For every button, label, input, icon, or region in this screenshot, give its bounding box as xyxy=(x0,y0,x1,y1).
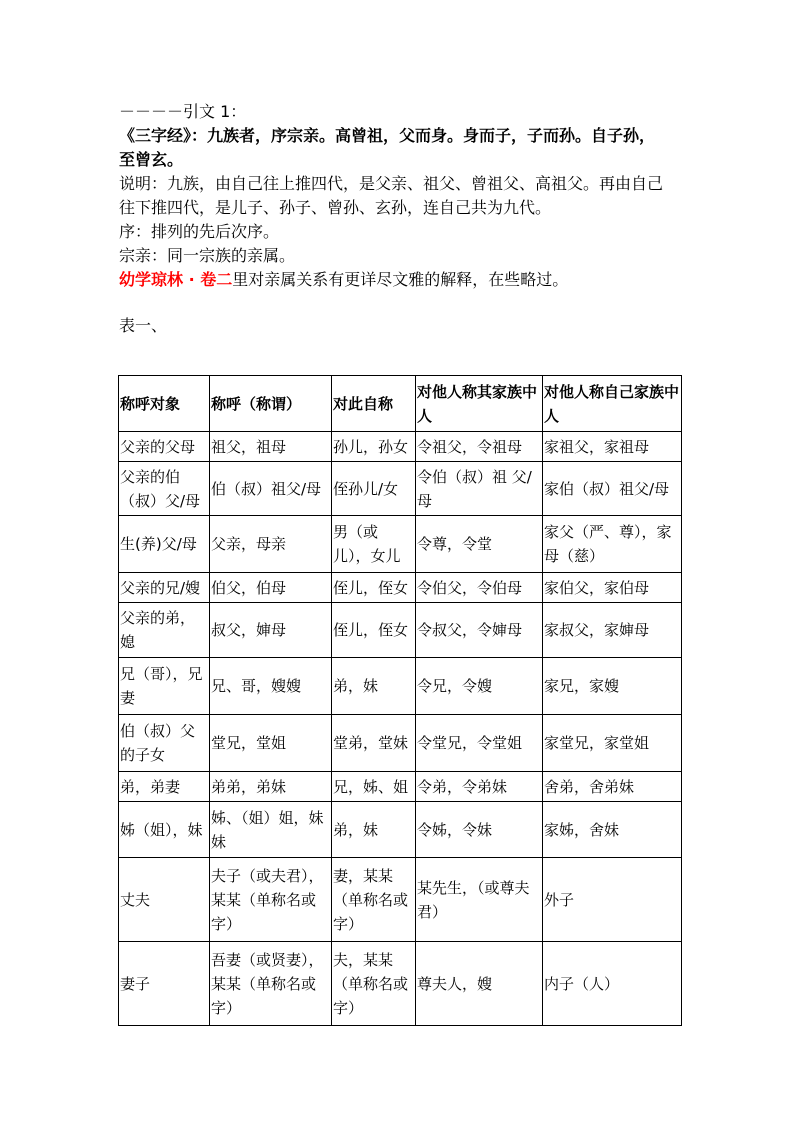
table-cell: 妻，某某（单称名或字） xyxy=(332,858,416,942)
header-cell: 对他人称自己家族中人 xyxy=(543,376,682,432)
table-cell: 叔父，婶母 xyxy=(210,603,332,658)
table-cell: 令堂兄，令堂姐 xyxy=(416,715,543,772)
table-row xyxy=(119,462,682,516)
table-cell: 父亲的弟，媳 xyxy=(119,603,210,658)
table-row xyxy=(119,603,682,658)
citation-heading: －－－－引文 1： xyxy=(119,102,247,121)
table-cell: 侄儿，侄女 xyxy=(332,573,416,603)
explanation-line-1: 说明：九族，由自己往上推四代，是父亲、祖父、曾祖父、高祖父。再由自己 xyxy=(119,174,664,193)
header-cell: 对他人称其家族中人 xyxy=(416,376,543,432)
reference-text: 里对亲属关系有更详尽文雅的解释，在些略过。 xyxy=(232,270,569,289)
quote-line-2: 至曾玄。 xyxy=(119,150,184,169)
table-cell: 伯（叔）父的子女 xyxy=(119,715,210,772)
table-header-row xyxy=(119,376,682,432)
table-cell: 吾妻（或贤妻），某某（单称名或字） xyxy=(210,942,332,1026)
table-caption: 表一、 xyxy=(119,316,168,335)
header-cell: 称呼对象 xyxy=(119,376,210,432)
table-cell: 弟弟，弟妹 xyxy=(210,772,332,802)
table-cell: 侄儿，侄女 xyxy=(332,603,416,658)
table-cell: 舍弟，舍弟妹 xyxy=(543,772,682,802)
table-cell: 家堂兄，家堂姐 xyxy=(543,715,682,772)
table-cell: 尊夫人，嫂 xyxy=(416,942,543,1026)
document-body xyxy=(119,100,689,338)
table-cell: 令尊，令堂 xyxy=(416,516,543,573)
table-cell: 弟，弟妻 xyxy=(119,772,210,802)
table-cell: 内子（人） xyxy=(543,942,682,1026)
table-cell: 令叔父，令婶母 xyxy=(416,603,543,658)
table-cell: 弟，妹 xyxy=(332,658,416,715)
table-cell: 生(养)父/母 xyxy=(119,516,210,573)
table-cell: 侄孙儿/女 xyxy=(332,462,416,516)
quote-line-1: 《三字经》：九族者，序宗亲。高曾祖，父而身。身而子，子而孙。自子孙， xyxy=(119,126,656,145)
reference-book-title: 幼学琼林 · 卷二 xyxy=(119,270,233,289)
table-cell: 祖父，祖母 xyxy=(210,432,332,462)
table-cell: 父亲的兄/嫂 xyxy=(119,573,210,603)
table-cell: 令祖父，令祖母 xyxy=(416,432,543,462)
table-cell: 兄、哥，嫂嫂 xyxy=(210,658,332,715)
table-cell: 家叔父，家婶母 xyxy=(543,603,682,658)
table-cell: 家父（严、尊），家母（慈） xyxy=(543,516,682,573)
table-cell: 家伯父，家伯母 xyxy=(543,573,682,603)
table-cell: 父亲的伯（叔）父/母 xyxy=(119,462,210,516)
table-cell: 夫，某某（单称名或字） xyxy=(332,942,416,1026)
table-row xyxy=(119,658,682,715)
table-cell: 伯（叔）祖父/母 xyxy=(210,462,332,516)
table-cell: 姊、（姐）姐，妹妹 xyxy=(210,802,332,858)
table-cell: 夫子（或夫君），某某（单称名或字） xyxy=(210,858,332,942)
table-cell: 弟，妹 xyxy=(332,802,416,858)
table-cell: 堂兄，堂姐 xyxy=(210,715,332,772)
table-cell: 家伯（叔）祖父/母 xyxy=(543,462,682,516)
kinship-table xyxy=(118,375,682,1026)
order-definition: 序：排列的先后次序。 xyxy=(119,222,280,241)
table-cell: 令兄，令嫂 xyxy=(416,658,543,715)
table-cell: 令伯父，令伯母 xyxy=(416,573,543,603)
header-cell: 称呼（称谓） xyxy=(210,376,332,432)
table-row xyxy=(119,942,682,1026)
table-cell: 某先生，（或尊夫君） xyxy=(416,858,543,942)
table-cell: 妻子 xyxy=(119,942,210,1026)
table-cell: 令伯（叔）祖 父/母 xyxy=(416,462,543,516)
table-cell: 兄，姊、姐 xyxy=(332,772,416,802)
table-cell: 令姊，令妹 xyxy=(416,802,543,858)
header-cell: 对此自称 xyxy=(332,376,416,432)
table-cell: 伯父，伯母 xyxy=(210,573,332,603)
table-row xyxy=(119,858,682,942)
table-cell: 孙儿，孙女 xyxy=(332,432,416,462)
table-cell: 令弟，令弟妹 xyxy=(416,772,543,802)
table-cell: 姊（姐），妹 xyxy=(119,802,210,858)
reference-line xyxy=(119,268,689,292)
table-row xyxy=(119,715,682,772)
explanation-line-2: 往下推四代，是儿子、孙子、曾孙、玄孙，连自己共为九代。 xyxy=(119,198,552,217)
table-row xyxy=(119,573,682,603)
table-cell: 堂弟，堂妹 xyxy=(332,715,416,772)
table-cell: 男（或儿），女儿 xyxy=(332,516,416,573)
table-cell: 外子 xyxy=(543,858,682,942)
table-cell: 家兄，家嫂 xyxy=(543,658,682,715)
table-row xyxy=(119,432,682,462)
clan-definition: 宗亲：同一宗族的亲属。 xyxy=(119,246,296,265)
table-cell: 父亲，母亲 xyxy=(210,516,332,573)
table-cell: 家姊，舍妹 xyxy=(543,802,682,858)
table-row xyxy=(119,802,682,858)
table-cell: 父亲的父母 xyxy=(119,432,210,462)
table-cell: 丈夫 xyxy=(119,858,210,942)
table-row xyxy=(119,516,682,573)
table-cell: 家祖父，家祖母 xyxy=(543,432,682,462)
table-row xyxy=(119,772,682,802)
table-cell: 兄（哥），兄妻 xyxy=(119,658,210,715)
